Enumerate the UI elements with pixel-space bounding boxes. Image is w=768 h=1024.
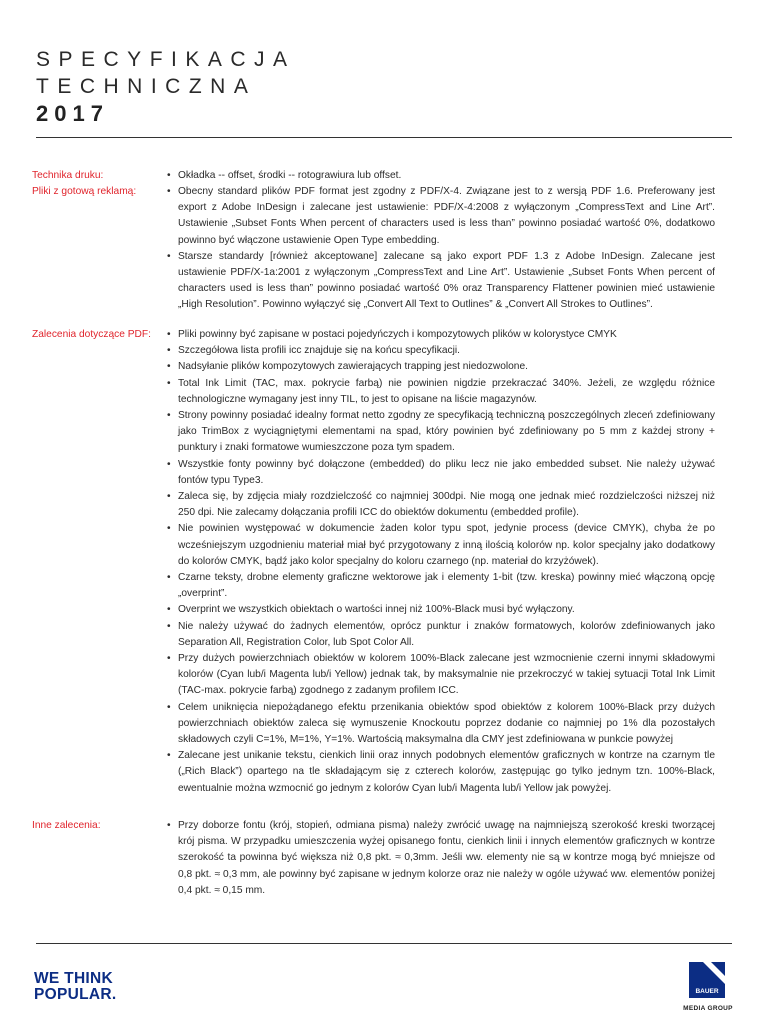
logo-text-media-group: MEDIA GROUP: [683, 1005, 733, 1012]
list-item: • Strony powinny posiadać idealny format netto zgodny ze specyfikacją techniczną poszczególnych zleceń zdefiniowany jako TrimBox z wyciągniętymi elementami na spad, który powinien być zdefiniowany po 5 mm z każdej strony + punktury i znaki formatowe wumieszczone poza tym spadem.: [167, 408, 715, 457]
list-item: • Szczegółowa lista profili icc znajduje się na końcu specyfikacji.: [167, 343, 715, 359]
list-item: • Overprint we wszystkich obiektach o wartości innej niż 100%-Black musi być wyłączony.: [167, 602, 715, 618]
section-label: Pliki z gotową reklamą:: [32, 186, 137, 197]
list-item: • Starsze standardy [również akceptowane] zalecane są jako export PDF 1.3 z Adobe InDesign. Zalecane jest ustawienie PDF/X-1a:2001 z wyłączonym „CompressText and Line Art”. Ustawienie „Subset Fonts When percent of characters used is less than” powinno posiadać wartość 0% oraz Transparency Flattener powinien mieć ustawienie „High Resolution”. Powinno wyłączyć się „Convert All Text to Outlines” & „Convert All Strokes to Outlines”.: [167, 249, 715, 314]
list-item: • Pliki powinny być zapisane w postaci pojedyńczych i kompozytowych plików w kolorystyce CMYK: [167, 327, 715, 343]
list-item: • Czarne teksty, drobne elementy graficzne wektorowe jak i elementy 1-bit (tzw. kreska) powinny mieć włączoną opcję „overprint”.: [167, 570, 715, 602]
list-item: • Nie powinien występować w dokumencie żaden kolor typu spot, jedynie process (device CMYK), chyba że po wcześniejszym uzgodnieniu materiał miał być przygotowany z inną ilością kolorów np. kolor specjalny jako dodatkowy do kolorów CMYK, bądź jako kolor specjalny do koloru czarnego (np. materiał do krzyżówek).: [167, 521, 715, 570]
list-item: • Nadsyłanie plików kompozytowych zawierających trapping jest niedozwolone.: [167, 359, 715, 375]
bauer-logo: [683, 962, 733, 1012]
list-item: • Przy dużych powierzchniach obiektów w kolorem 100%-Black zalecane jest wzmocnienie czerni innymi składowymi kolorów (Cyan lub/i Magenta lub/i Yellow) jednak tak, by maksymalnie nie przekroczyć w takiej sytuacji Total Ink Limit (TAC-max. pokrycie farbą) zgodnego z zadanym profilem ICC.: [167, 651, 715, 700]
list-item: • Wszystkie fonty powinny być dołączone (embedded) do pliku lecz nie jako embedded subset. Nie należy używać fontów typu Type3.: [167, 457, 715, 489]
slogan-line-1: WE THINK: [34, 970, 114, 987]
title-line-2: TECHNICZNA: [36, 75, 257, 98]
section-list: [167, 818, 715, 899]
document-title: [36, 46, 296, 128]
list-item: • Zaleca się, by zdjęcia miały rozdzielczość co najmniej 300dpi. Nie mogą one jednak mieć rozdzielczości niższej niż 250 dpi. Nie zalecamy dołączania profili ICC do obiektów dokumentu (embedded profile).: [167, 489, 715, 521]
list-item: • Celem uniknięcia niepożądanego efektu przenikania obiektów spod obiektów z kolorem 100%-Black przy dużych powierzchniach obiektów zaleca się wymuszenie Knockoutu poprzez dodanie co najmniej po 1% dla pozostałych składowych czyli C=1%, M=1%, Y=1%. Wartością maksymalna dla CMY jest zdefiniowana w punkcie powyżej: [167, 700, 715, 749]
logo-text-bauer: BAUER: [695, 988, 719, 995]
top-divider: [36, 137, 732, 138]
section-list: [167, 327, 715, 797]
list-item: • Nie należy używać do żadnych elementów, oprócz punktur i znaków formatowych, kolorów zdefiniowanych jako Separation All, Registration Color, lub Spot Color All.: [167, 619, 715, 651]
brand-slogan: [34, 971, 117, 1003]
list-item: • Zalecane jest unikanie tekstu, cienkich linii oraz innych podobnych elementów graficznych w kontrze na czarnym tle („Rich Black”) opartego na tle składającym się z czterech kolorów, zastępując go tylko jednym tzn. 100%-Black, ewentualnie można wzmocnić go jednym z kolorów Cyan lub/i Magenta lub/i Yellow jak powyżej.: [167, 748, 715, 797]
section-label: Inne zalecenia:: [32, 820, 101, 831]
section-label: Zalecenia dotyczące PDF:: [32, 329, 151, 340]
bauer-logo-icon: [689, 962, 725, 998]
section-list: [167, 168, 715, 184]
section-list: [167, 184, 715, 314]
bottom-divider: [36, 943, 732, 944]
slogan-line-2: POPULAR.: [34, 986, 117, 1003]
list-item: • Okładka -- offset, środki -- rotograwiura lub offset.: [167, 168, 715, 184]
list-item: • Przy doborze fontu (krój, stopień, odmiana pisma) należy zwrócić uwagę na najmniejszą szerokość kreski tworzącej krój pisma. W przypadku umieszczenia wyżej opisanego fontu, cienkich linii i innych elementów graficznych w kontrze szerokość ta powinna być większa niż 0,8 pkt. ≈ 0,3mm. Jeśli ww. elementy nie są w kontrze mogą być mniejsze od 0,8 pkt. ≈ 0,3 mm, ale powinny być zapisane w jednym kolorze oraz nie należy w ogóle używać ww. elementów poniżej 0,4 pkt. ≈ 0,15 mm.: [167, 818, 715, 899]
title-line-1: SPECYFIKACJA: [36, 48, 296, 71]
title-year: 2017: [36, 101, 109, 126]
section-label: Technika druku:: [32, 170, 104, 181]
list-item: • Obecny standard plików PDF format jest zgodny z PDF/X-4. Związane jest to z wersją PDF 1.6. Preferowany jest export z Adobe InDesign i zalecane jest ustawienie: PDF/X-4:2008 z wyłączonym „CompressText and Line Art”. Ustawienie „Subset Fonts When percent of characters used is less than” powinno posiadać wartość 0%, dodatkowo powinno być włączone ustawienie Open Type embedding.: [167, 184, 715, 249]
list-item: • Total Ink Limit (TAC, max. pokrycie farbą) nie powinien nigdzie przekraczać 340%. Jeżeli, ze względu różnice technologiczne wymagany jest inny TIL, to jest to opisane na liście magazynów.: [167, 376, 715, 408]
